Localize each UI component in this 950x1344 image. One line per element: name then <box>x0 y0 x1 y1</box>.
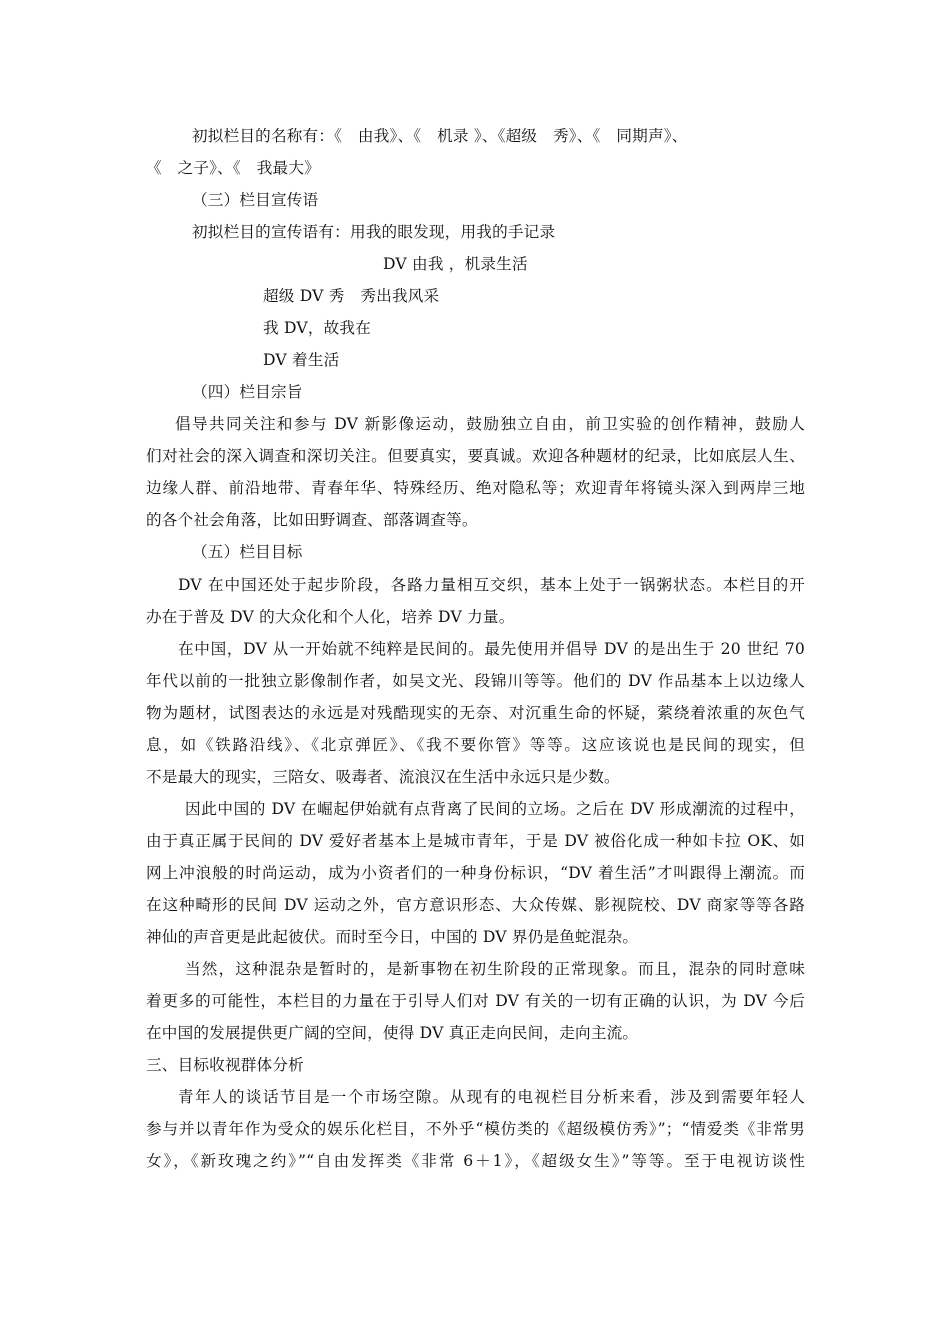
paragraph-line: 办在于普及 DV 的大众化和个人化，培养 DV 力量。 <box>146 608 515 626</box>
paragraph-line: 青年人的谈话节目是一个市场空隙。从现有的电视栏目分析来看，涉及到需要年轻人 <box>178 1088 805 1106</box>
paragraph-line: 息，如《铁路沿线》、《北京弹匠》、《我不要你管》等等。这应该说也是民间的现实，但 <box>146 736 805 754</box>
paragraph-line: DV 在中国还处于起步阶段，各路力量相互交织，基本上处于一锅粥状态。本栏目的开 <box>178 576 805 594</box>
section-heading: （三）栏目宣传语 <box>192 191 319 209</box>
paragraph-line: 不是最大的现实，三陪女、吸毒者、流浪汉在生活中永远只是少数。 <box>146 768 620 786</box>
paragraph-line: 在中国，DV 从一开始就不纯粹是民间的。最先使用并倡导 DV 的是出生于 20 世纪 70 <box>178 640 805 658</box>
paragraph-line: 网上冲浪般的时尚运动，成为小资者们的一种身份标识，“DV 着生活”才叫跟得上潮流。而 <box>146 864 805 882</box>
paragraph-line: 在中国的发展提供更广阔的空间，使得 DV 真正走向民间，走向主流。 <box>146 1024 639 1042</box>
paragraph-line: 女》，《新玫瑰之约》”“自由发挥类《非常 6＋1》，《超级女生》”等等。至于电视访谈性 <box>146 1152 805 1170</box>
slogan-line: DV 着生活 <box>263 351 340 369</box>
paragraph-line: 因此中国的 DV 在崛起伊始就有点背离了民间的立场。之后在 DV 形成潮流的过程中， <box>185 800 805 818</box>
paragraph-line: 们对社会的深入调查和深切关注。但要真实，要真诚。欢迎各种题材的纪录，比如底层人生、 <box>146 447 805 465</box>
paragraph-line: 在这种畸形的民间 DV 运动之外，官方意识形态、大众传媒、影视院校、DV 商家等等各路 <box>146 896 805 914</box>
section-heading: （五）栏目目标 <box>192 543 303 561</box>
text-line: 《 之子》、《 我最大》 <box>146 159 320 177</box>
section-heading: 三、目标收视群体分析 <box>146 1056 304 1074</box>
paragraph-line: 由于真正属于民间的 DV 爱好者基本上是城市青年，于是 DV 被俗化成一种如卡拉 OK、如 <box>146 832 805 850</box>
slogan-line: DV 由我 ，机录生活 <box>383 255 528 273</box>
text-line: 初拟栏目的名称有：《 由我》、《 机录 》、《超级 秀》、《 同期声》、 <box>192 127 688 145</box>
paragraph-line: 年代以前的一批独立影像制作者，如吴文光、段锦川等等。他们的 DV 作品基本上以边缘人 <box>146 672 805 690</box>
section-heading: （四）栏目宗旨 <box>192 383 303 401</box>
paragraph-line: 当然，这种混杂是暂时的，是新事物在初生阶段的正常现象。而且，混杂的同时意味 <box>185 960 805 978</box>
paragraph-line: 倡导共同关注和参与 DV 新影像运动，鼓励独立自由，前卫实验的创作精神，鼓励人 <box>175 415 805 433</box>
text-line: 初拟栏目的宣传语有：用我的眼发现，用我的手记录 <box>192 223 556 241</box>
paragraph-line: 着更多的可能性，本栏目的力量在于引导人们对 DV 有关的一切有正确的认识，为 DV 今后 <box>146 992 805 1010</box>
slogan-line: 我 DV，故我在 <box>263 319 372 337</box>
paragraph-line: 物为题材，试图表达的永远是对残酷现实的无奈、对沉重生命的怀疑，萦绕着浓重的灰色气 <box>146 704 805 722</box>
slogan-line: 超级 DV 秀 秀出我风采 <box>263 287 440 305</box>
paragraph-line: 的各个社会角落，比如田野调查、部落调查等。 <box>146 511 478 529</box>
paragraph-line: 神仙的声音更是此起彼伏。而时至今日，中国的 DV 界仍是鱼蛇混杂。 <box>146 928 639 946</box>
paragraph-line: 参与并以青年作为受众的娱乐化栏目，不外乎“模仿类的《超级模仿秀》”；“情爱类《非常男 <box>146 1120 805 1138</box>
paragraph-line: 边缘人群、前沿地带、青春年华、特殊经历、绝对隐私等；欢迎青年将镜头深入到两岸三地 <box>146 479 805 497</box>
